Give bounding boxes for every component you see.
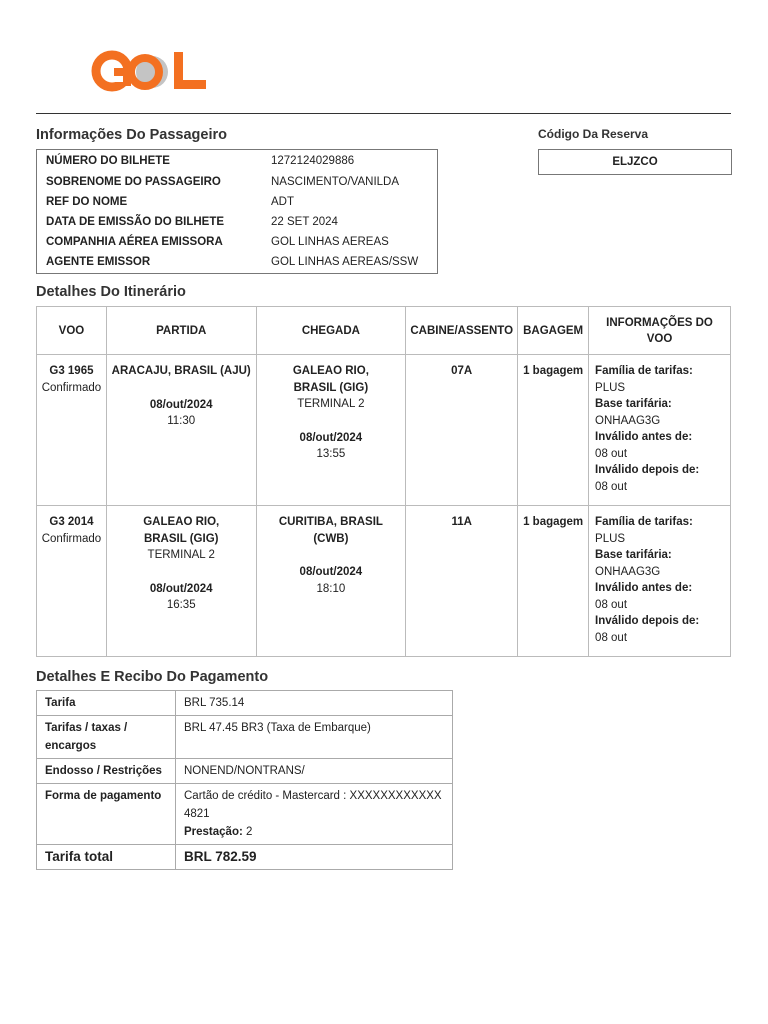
total-label: Tarifa total — [37, 845, 176, 870]
passenger-section-title: Informações Do Passageiro — [36, 127, 227, 143]
endorsement-label: Endosso / Restrições — [37, 759, 176, 784]
payment-method-cell — [176, 784, 453, 845]
table-row — [37, 845, 453, 870]
departure-cell — [106, 355, 256, 506]
arrival-place: GALEAO RIO, BRASIL (GIG) — [292, 365, 369, 394]
flight-info-cell — [589, 506, 731, 657]
baggage: 1 bagagem — [518, 355, 589, 506]
issuing-agent: GOL LINHAS AEREAS/SSW — [271, 256, 419, 269]
fare-value: BRL 735.14 — [176, 691, 453, 716]
itinerary-table — [36, 306, 731, 657]
flight-status: Confirmado — [41, 381, 102, 394]
table-row — [37, 759, 453, 784]
fare-basis-label: Base tarifária: — [595, 549, 672, 561]
baggage: 1 bagagem — [518, 506, 589, 657]
departure-time: 16:35 — [166, 599, 196, 611]
table-row — [37, 172, 438, 192]
not-valid-before-label: Inválido antes de: — [595, 582, 693, 594]
fare-family-label: Família de tarifas: — [595, 516, 693, 528]
payment-table — [36, 690, 453, 870]
col-arrival: CHEGADA — [256, 307, 406, 355]
table-row — [37, 506, 731, 657]
passenger-surname: NASCIMENTO/VANILDA — [271, 175, 400, 188]
flight-number: G3 2014 — [49, 516, 94, 528]
not-valid-after: 08 out — [595, 480, 628, 493]
booking-code: ELJZCO — [538, 149, 732, 175]
label: DATA DE EMISSÃO DO BILHETE — [46, 215, 225, 228]
col-departure: PARTIDA — [106, 307, 256, 355]
seat: 11A — [406, 506, 518, 657]
label: REF DO NOME — [46, 195, 128, 208]
arrival-time: 18:10 — [316, 582, 346, 595]
col-flight: VOO — [37, 307, 107, 355]
col-cabin: CABINE/ASSENTO — [406, 307, 518, 355]
table-row — [37, 192, 438, 212]
issuing-airline: GOL LINHAS AEREAS — [271, 235, 389, 248]
table-row — [37, 212, 438, 232]
flight-status: Confirmado — [41, 532, 102, 545]
arrival-cell — [256, 506, 406, 657]
departure-date: 08/out/2024 — [149, 398, 213, 411]
installment-label: Prestação: — [184, 826, 243, 838]
table-row — [37, 784, 453, 845]
fare-family-label: Família de tarifas: — [595, 365, 693, 377]
not-valid-after: 08 out — [595, 631, 628, 644]
table-row — [37, 150, 438, 172]
departure-place: ARACAJU, BRASIL (AJU) — [111, 365, 251, 377]
total-value: BRL 782.59 — [176, 845, 453, 870]
arrival-terminal: TERMINAL 2 — [297, 398, 365, 410]
arrival-date: 08/out/2024 — [299, 431, 363, 444]
not-valid-before-label: Inválido antes de: — [595, 431, 693, 443]
fare-basis-label: Base tarifária: — [595, 398, 672, 410]
payment-method-label: Forma de pagamento — [37, 784, 176, 845]
arrival-date: 08/out/2024 — [299, 566, 363, 578]
ticket-number: 1272124029886 — [271, 154, 355, 167]
label: AGENTE EMISSOR — [46, 256, 151, 269]
flight-cell — [37, 355, 107, 506]
passenger-info-table — [36, 149, 438, 274]
departure-cell — [106, 506, 256, 657]
arrival-time: 13:55 — [316, 448, 346, 460]
flight-number: G3 1965 — [49, 365, 94, 377]
table-row — [37, 232, 438, 252]
departure-time: 11:30 — [167, 415, 196, 427]
departure-terminal: TERMINAL 2 — [147, 549, 215, 561]
fare-family: PLUS — [595, 381, 626, 394]
departure-date: 08/out/2024 — [149, 582, 213, 595]
fare-basis: ONHAAG3G — [595, 565, 661, 578]
seat: 07A — [406, 355, 518, 506]
flight-cell — [37, 506, 107, 657]
departure-place: GALEAO RIO, BRASIL (GIG) — [143, 516, 220, 545]
fare-basis: ONHAAG3G — [595, 414, 661, 427]
itinerary-section-title: Detalhes Do Itinerário — [36, 284, 186, 300]
booking-code-title: Código Da Reserva — [538, 127, 649, 141]
fare-family: PLUS — [595, 532, 626, 545]
table-row — [37, 716, 453, 759]
payment-method: Cartão de crédito - Mastercard : XXXXXXXXXXXX 4821 — [184, 790, 442, 820]
col-info: INFORMAÇÕES DO VOO — [589, 307, 731, 355]
table-row — [37, 691, 453, 716]
gol-logo — [90, 46, 210, 96]
flight-info-cell — [589, 355, 731, 506]
arrival-place: CURITIBA, BRASIL (CWB) — [278, 516, 383, 545]
label: COMPANHIA AÉREA EMISSORA — [46, 235, 223, 248]
arrival-cell — [256, 355, 406, 506]
not-valid-before: 08 out — [595, 598, 628, 611]
table-row — [37, 355, 731, 506]
table-header-row — [37, 307, 731, 355]
payment-section-title: Detalhes E Recibo Do Pagamento — [36, 669, 269, 685]
not-valid-before: 08 out — [595, 447, 628, 460]
table-row — [37, 252, 438, 274]
col-baggage: BAGAGEM — [518, 307, 589, 355]
not-valid-after-label: Inválido depois de: — [595, 464, 700, 476]
label: SOBRENOME DO PASSAGEIRO — [46, 175, 221, 188]
name-ref: ADT — [271, 195, 294, 208]
not-valid-after-label: Inválido depois de: — [595, 615, 700, 627]
installment-value: 2 — [246, 826, 253, 838]
label: NÚMERO DO BILHETE — [46, 154, 170, 167]
header-divider — [36, 113, 731, 114]
issue-date: 22 SET 2024 — [271, 215, 338, 228]
taxes-value: BRL 47.45 BR3 (Taxa de Embarque) — [176, 716, 453, 759]
taxes-label: Tarifas / taxas / encargos — [37, 716, 176, 759]
fare-label: Tarifa — [37, 691, 176, 716]
endorsement-value: NONEND/NONTRANS/ — [176, 759, 453, 784]
